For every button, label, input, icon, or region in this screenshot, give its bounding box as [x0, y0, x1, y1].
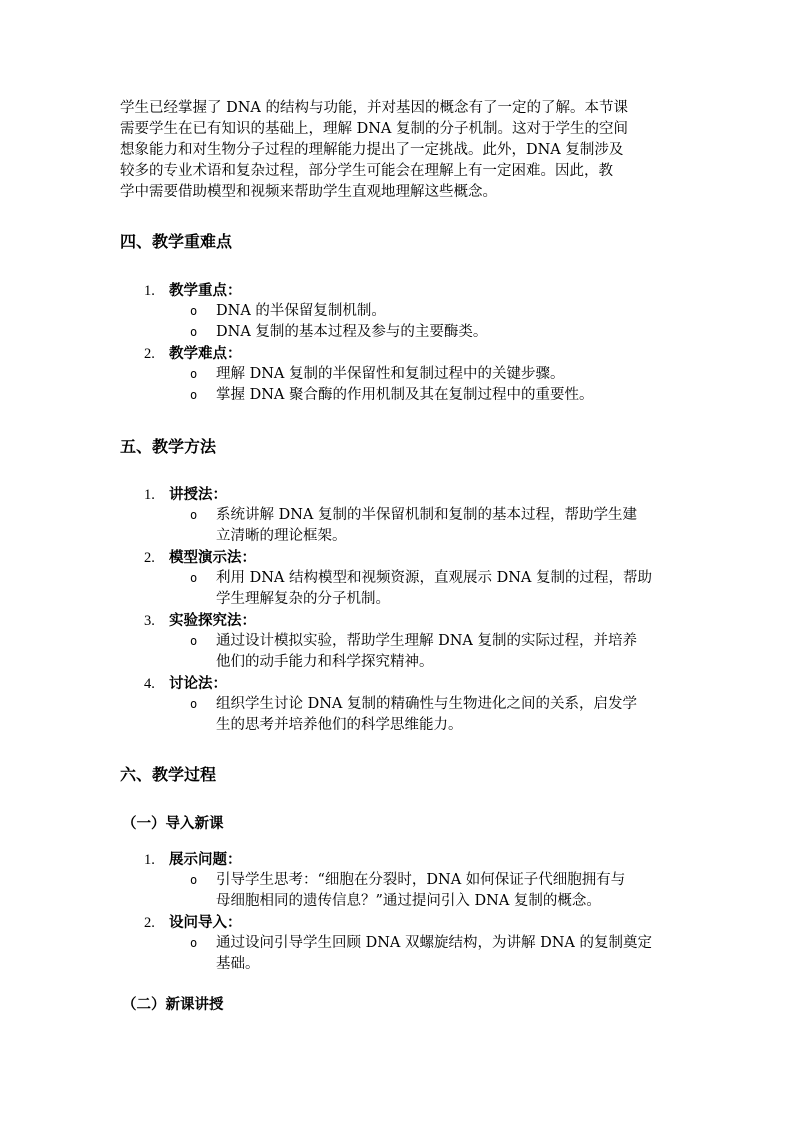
section-heading-process: 六、教学过程: [120, 765, 217, 784]
difficulties-list: [144, 280, 672, 406]
list-item-title: [144, 673, 672, 694]
list-subitem: [144, 301, 672, 322]
item-number: 1.: [144, 283, 155, 299]
item-number: 4.: [144, 676, 155, 692]
list-subitem: [144, 870, 672, 912]
subitem-line: 利用 DNA 结构模型和视频资源，直观展示 DNA 复制的过程，帮助: [216, 570, 653, 586]
process-intro-list: [144, 849, 672, 975]
intro-line: 想象能力和对生物分子过程的理解能力提出了一定挑战。此外，DNA 复制涉及: [120, 142, 624, 158]
list-subitem: [144, 322, 672, 343]
item-label: 教学难点: [169, 345, 227, 362]
list-item-title: [144, 610, 672, 631]
list-subitem: [144, 933, 672, 975]
list-subitem: [144, 364, 672, 385]
list-item-title: [144, 280, 672, 301]
intro-line: 较多的专业术语和复杂过程，部分学生可能会在理解上有一定困难。因此，教: [120, 163, 613, 179]
item-colon: ：: [212, 486, 227, 503]
list-item-title: [144, 343, 672, 364]
list-subitem: [144, 505, 672, 547]
subitem-line: 通过设问引导学生回顾 DNA 双螺旋结构，为讲解 DNA 的复制奠定: [216, 935, 653, 951]
list-subitem: [144, 568, 672, 610]
bullet-icon: o: [190, 325, 198, 339]
bullet-icon: o: [190, 634, 198, 648]
subitem-line: 掌握 DNA 聚合酶的作用机制及其在复制过程中的重要性。: [216, 387, 594, 403]
item-number: 1.: [144, 487, 155, 503]
subitem-line: 他们的动手能力和科学探究精神。: [216, 654, 434, 670]
bullet-icon: o: [190, 697, 198, 711]
bullet-icon: o: [190, 367, 198, 381]
methods-list: [144, 484, 672, 736]
item-colon: ：: [227, 282, 242, 299]
intro-line: 学中需要借助模型和视频来帮助学生直观地理解这些概念。: [120, 184, 497, 200]
subitem-line: 理解 DNA 复制的半保留性和复制过程中的关键步骤。: [216, 366, 565, 382]
bullet-icon: o: [190, 936, 198, 950]
bullet-icon: o: [190, 873, 198, 887]
list-subitem: [144, 385, 672, 406]
subitem-line: 母细胞相同的遗传信息？”通过提问引入 DNA 复制的概念。: [216, 893, 601, 909]
item-label: 实验探究法: [169, 612, 242, 629]
subitem-line: 生的思考并培养他们的科学思维能力。: [216, 717, 463, 733]
list-item-title: [144, 547, 672, 568]
item-label: 模型演示法: [169, 549, 242, 566]
bullet-icon: o: [190, 571, 198, 585]
list-subitem: [144, 694, 672, 736]
item-number: 1.: [144, 852, 155, 868]
bullet-icon: o: [190, 304, 198, 318]
subitem-line: 立清晰的理论框架。: [216, 528, 347, 544]
subitem-line: DNA 复制的基本过程及参与的主要酶类。: [216, 324, 488, 340]
item-colon: ：: [212, 675, 227, 692]
item-colon: ：: [241, 612, 256, 629]
bullet-icon: o: [190, 388, 198, 402]
section-heading-difficulties: 四、教学重难点: [120, 232, 233, 251]
subsection-heading-new-lesson: （二）新课讲授: [122, 996, 224, 1013]
item-colon: ：: [227, 345, 242, 362]
item-label: 教学重点: [169, 282, 227, 299]
item-number: 2.: [144, 550, 155, 566]
item-label: 讨论法: [169, 675, 213, 692]
list-item-title: [144, 849, 672, 870]
bullet-icon: o: [190, 508, 198, 522]
item-number: 2.: [144, 346, 155, 362]
item-colon: ：: [227, 914, 242, 931]
subitem-line: 学生理解复杂的分子机制。: [216, 591, 390, 607]
intro-line: 学生已经掌握了 DNA 的结构与功能，并对基因的概念有了一定的了解。本节课: [120, 100, 628, 116]
subitem-line: 引导学生思考：“细胞在分裂时，DNA 如何保证子代细胞拥有与: [216, 872, 626, 888]
subitem-line: 组织学生讨论 DNA 复制的精确性与生物进化之间的关系，启发学: [216, 696, 638, 712]
item-colon: ：: [227, 851, 242, 868]
subitem-line: 通过设计模拟实验，帮助学生理解 DNA 复制的实际过程，并培养: [216, 633, 638, 649]
subitem-line: 系统讲解 DNA 复制的半保留机制和复制的基本过程，帮助学生建: [216, 507, 638, 523]
subitem-line: 基础。: [216, 956, 260, 972]
list-item-title: [144, 484, 672, 505]
list-subitem: [144, 631, 672, 673]
item-number: 3.: [144, 613, 155, 629]
subitem-line: DNA 的半保留复制机制。: [216, 303, 386, 319]
item-number: 2.: [144, 915, 155, 931]
item-colon: ：: [241, 549, 256, 566]
intro-paragraph: [120, 98, 628, 203]
list-item-title: [144, 912, 672, 933]
item-label: 展示问题: [169, 851, 227, 868]
section-heading-methods: 五、教学方法: [120, 437, 217, 456]
subsection-heading-intro: （一）导入新课: [122, 815, 224, 832]
intro-line: 需要学生在已有知识的基础上，理解 DNA 复制的分子机制。这对于学生的空间: [120, 121, 628, 137]
item-label: 设问导入: [169, 914, 227, 931]
item-label: 讲授法: [169, 486, 213, 503]
